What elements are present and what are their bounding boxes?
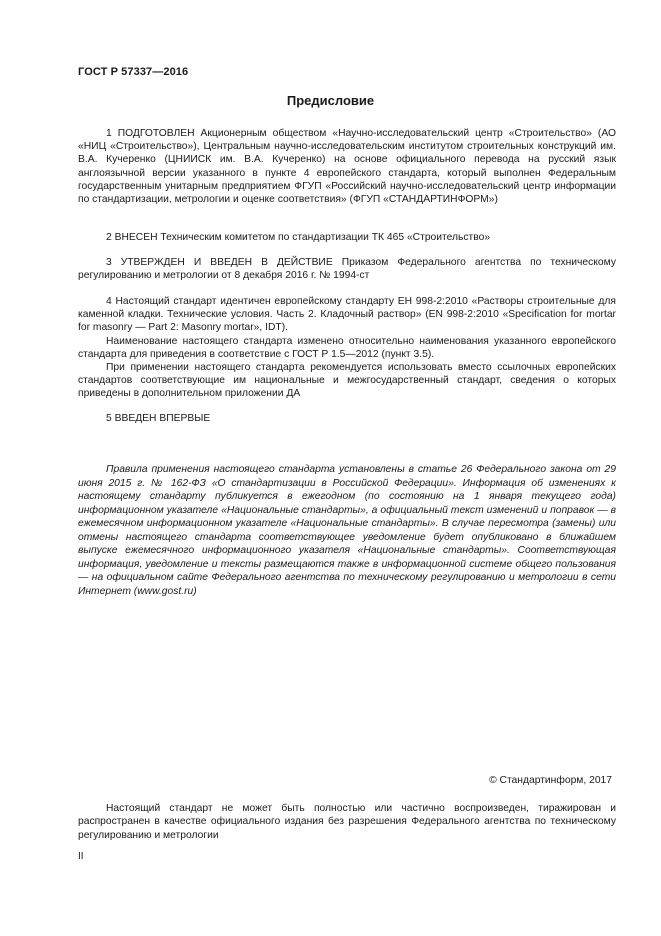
standard-code-header: ГОСТ Р 57337—2016: [78, 66, 189, 78]
item-5-text: 5 ВВЕДЕН ВПЕРВЫЕ: [106, 413, 211, 424]
item-3: [78, 256, 616, 282]
item-2: [78, 231, 616, 244]
item-4-reference-note: При применении настоящего стандарта рекомендуется использовать вместо ссылочных европейских стандартов соответствующие им национальные и межгосударственный стандарт, сведения о которых приведены в дополнительном приложении ДА: [78, 362, 616, 400]
reproduction-notice: [78, 802, 616, 842]
copyright-line: © Стандартинформ, 2017: [489, 775, 612, 786]
reproduction-notice-text: Настоящий стандарт не может быть полностью или частично воспроизведен, тиражирован и распространен в качестве официального издания без разрешения Федерального агентства по техническому регулированию и метрологии: [78, 803, 616, 841]
item-4-text: 4 Настоящий стандарт идентичен европейскому стандарту ЕН 998-2:2010 «Растворы строительные для каменной кладки. Технические условия. Часть 2. Кладочный раствор» (EN 998-2:2010 «Specification for mortar for masonry — Part 2: Masonry mortar», IDT).: [78, 296, 616, 334]
item-3-text: 3 УТВЕРЖДЕН И ВВЕДЕН В ДЕЙСТВИЕ Приказом Федерального агентства по техническому регулированию и метрологии от 8 декабря 2016 г. № 1994-ст: [78, 257, 616, 282]
item-4-name-change-note: Наименование настоящего стандарта изменено относительно наименования указанного европейского стандарта для приведения в соответствие с ГОСТ Р 1.5—2012 (пункт 3.5).: [78, 335, 616, 360]
item-5: [78, 412, 616, 425]
item-1-text: 1 ПОДГОТОВЛЕН Акционерным обществом «Научно-исследовательский центр «Строительство» (АО «НИЦ «Строительство»), Центральным научно-исследовательским институтом строительных конструкций им. В.А. Кучеренко (ЦНИИСК им. В.А. Кучеренко) на основе официального перевода на русский язык англоязычной версии указанного в пункте 4 европейского стандарта, который выполнен Федеральным государственным унитарным предприятием ФГУП «Российский научно-исследовательский центр информации по стандартизации, метрологии и оценке соответствия» (ФГУП «СТАНДАРТИНФОРМ»): [78, 128, 616, 206]
page-number: II: [78, 851, 84, 862]
item-1: [78, 127, 616, 206]
item-2-text: 2 ВНЕСЕН Техническим комитетом по стандартизации ТК 465 «Строительство»: [106, 232, 491, 243]
item-4: [78, 295, 616, 401]
notice-text: Правила применения настоящего стандарта установлены в статье 26 Федерального закона от 29 июня 2015 г. № 162-ФЗ «О стандартизации в Российской Федерации». Информация об изменениях к настоящему стандарту публикуется в ежегодном (по состоянию на 1 января текущего года) информационном указателе «Национальные стандарты», а официальный текст изменений и поправок — в ежемесячном информационном указателе «Национальные стандарты». В случае пересмотра (замены) или отмены настоящего стандарта соответствующее уведомление будет опубликовано в ближайшем выпуске ежемесячного информационного указателя «Национальные стандарты». Соответствующая информация, уведомление и тексты размещаются также в информационной системе общего пользования — на официальном сайте Федерального агентства по техническому регулированию и метрологии в сети Интернет (www.gost.ru): [78, 464, 616, 597]
application-rules-notice: [78, 463, 616, 598]
page-title: Предисловие: [286, 93, 375, 108]
